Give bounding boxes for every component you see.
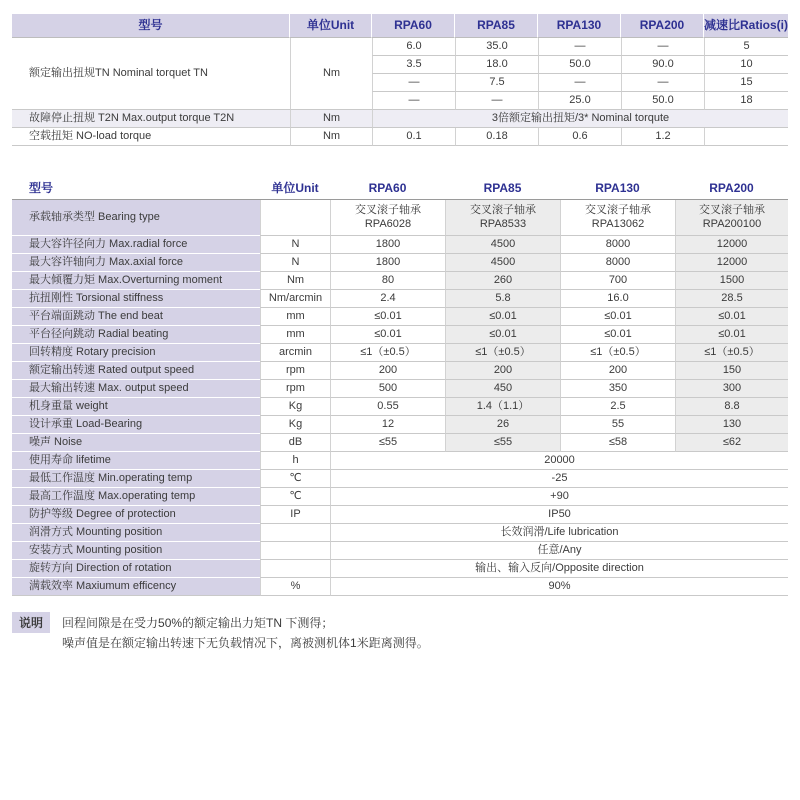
ratio-cell: 10: [704, 56, 788, 74]
bearing-type-text: 交叉滚子轴承: [699, 203, 765, 216]
spec-label: 最低工作温度 Min.operating temp: [12, 470, 260, 488]
spec-row: [12, 272, 788, 290]
header-rpa60: RPA60: [330, 178, 445, 200]
fault-stop-value: 3倍额定输出扭矩/3* Nominal torqute: [372, 110, 788, 128]
value-cell: 0.18: [455, 128, 538, 146]
value-cell: 1500: [675, 272, 788, 290]
notes-badge: 说明: [12, 612, 50, 633]
value-cell: 260: [445, 272, 560, 290]
value-cell: —: [538, 38, 621, 56]
spec-label: 最高工作温度 Max.operating temp: [12, 488, 260, 506]
value-cell: —: [455, 92, 538, 110]
value-cell: ≤0.01: [675, 326, 788, 344]
spec-label: 最大容许径向力 Max.radial force: [12, 236, 260, 254]
spec-unit: dB: [260, 434, 330, 452]
spec-row: [12, 434, 788, 452]
value-cell: ≤1（±0.5）: [675, 344, 788, 362]
header-model-column: 型号: [12, 14, 290, 38]
ratio-cell: 18: [704, 92, 788, 110]
value-cell: ≤62: [675, 434, 788, 452]
spec-label: 平台端面跳动 The end beat: [12, 308, 260, 326]
value-cell: —: [538, 74, 621, 92]
header-ratio-column: 减速比Ratios(i): [704, 14, 788, 38]
spec-label: 平台径向跳动 Radial beating: [12, 326, 260, 344]
spec-unit: N: [260, 236, 330, 254]
value-cell: 90.0: [621, 56, 704, 74]
nominal-torque-label: 额定输出扭规TN Nominal torquet TN: [12, 38, 290, 110]
spec-label: 安装方式 Mounting position: [12, 542, 260, 560]
spec-row: [12, 236, 788, 254]
value-cell: ≤0.01: [445, 326, 560, 344]
spec-unit: Kg: [260, 416, 330, 434]
value-cell: 350: [560, 380, 675, 398]
value-cell: ≤55: [330, 434, 445, 452]
value-cell: 2.4: [330, 290, 445, 308]
span-value-cell: +90: [330, 488, 788, 506]
spec-unit: Kg: [260, 398, 330, 416]
spec-label: 使用寿命 lifetime: [12, 452, 260, 470]
value-cell: 150: [675, 362, 788, 380]
spec-unit: N: [260, 254, 330, 272]
spec-span-row: [12, 578, 788, 596]
spec-unit: Nm: [260, 272, 330, 290]
spec-unit: ℃: [260, 470, 330, 488]
span-value-cell: -25: [330, 470, 788, 488]
spec-label: 承载轴承类型 Bearing type: [12, 200, 260, 236]
value-cell: 50.0: [538, 56, 621, 74]
spec-row: [12, 362, 788, 380]
spec-unit: %: [260, 578, 330, 596]
value-cell: ≤55: [445, 434, 560, 452]
bearing-cell: [445, 200, 560, 236]
bearing-type-text: 交叉滚子轴承: [585, 203, 651, 216]
spec-unit: [260, 200, 330, 236]
spec-span-row: [12, 488, 788, 506]
spec-span-row: [12, 560, 788, 578]
header-rpa85: RPA85: [455, 14, 538, 38]
spec-unit: mm: [260, 308, 330, 326]
value-cell: ≤0.01: [560, 308, 675, 326]
spec-label: 机身重量 weight: [12, 398, 260, 416]
spec-span-row: [12, 452, 788, 470]
value-cell: 6.0: [372, 38, 455, 56]
spec-row: [12, 380, 788, 398]
bearing-model: RPA8533: [479, 217, 527, 230]
span-value-cell: IP50: [330, 506, 788, 524]
value-cell: 4500: [445, 254, 560, 272]
detail-spec-table: [12, 178, 788, 596]
value-cell: 12000: [675, 254, 788, 272]
spec-label: 满载效率 Maxiumum efficency: [12, 578, 260, 596]
value-cell: 1800: [330, 236, 445, 254]
value-cell: ≤0.01: [330, 308, 445, 326]
spec-label: 噪声 Noise: [12, 434, 260, 452]
header-rpa85: RPA85: [445, 178, 560, 200]
spec-label: 最大输出转速 Max. output speed: [12, 380, 260, 398]
value-cell: 500: [330, 380, 445, 398]
notes-text: [62, 612, 429, 654]
spec-unit: h: [260, 452, 330, 470]
value-cell: 8000: [560, 236, 675, 254]
spec-label: 最大容许轴向力 Max.axial force: [12, 254, 260, 272]
spec-span-row: [12, 506, 788, 524]
value-cell: 0.1: [372, 128, 455, 146]
nominal-torque-unit: Nm: [290, 38, 372, 110]
fault-stop-unit: Nm: [290, 110, 372, 128]
value-cell: 5.8: [445, 290, 560, 308]
bearing-cell: [330, 200, 445, 236]
spec-label: 抗扭刚性 Torsional stiffness: [12, 290, 260, 308]
value-cell: 3.5: [372, 56, 455, 74]
spec-unit: arcmin: [260, 344, 330, 362]
nominal-torque-row-1: [12, 38, 788, 56]
value-cell: 0.55: [330, 398, 445, 416]
value-cell: 12000: [675, 236, 788, 254]
span-value-cell: 任意/Any: [330, 542, 788, 560]
bearing-model: RPA200100: [702, 217, 762, 230]
spec-unit: ℃: [260, 488, 330, 506]
spec-label: 旋转方向 Direction of rotation: [12, 560, 260, 578]
spec-row: [12, 344, 788, 362]
value-cell: ≤0.01: [445, 308, 560, 326]
bearing-type-row: [12, 200, 788, 236]
spec-row: [12, 290, 788, 308]
value-cell: —: [372, 74, 455, 92]
bearing-cell: [560, 200, 675, 236]
spec-label: 润滑方式 Mounting position: [12, 524, 260, 542]
value-cell: 300: [675, 380, 788, 398]
ratio-cell: 5: [704, 38, 788, 56]
value-cell: 80: [330, 272, 445, 290]
value-cell: 200: [445, 362, 560, 380]
spec-row: [12, 308, 788, 326]
spec-unit: [260, 542, 330, 560]
spec-span-row: [12, 470, 788, 488]
note-line-2: 噪声值是在额定输出转速下无负载情况下，离被测机体1米距离测得。: [62, 635, 429, 650]
no-load-label: 空载扭矩 NO-load torque: [12, 128, 290, 146]
value-cell: 7.5: [455, 74, 538, 92]
value-cell: 200: [560, 362, 675, 380]
spec-table-header-row: [12, 178, 788, 200]
spec-label: 防护等级 Degree of protection: [12, 506, 260, 524]
bearing-model: RPA13062: [591, 217, 645, 230]
value-cell: —: [621, 74, 704, 92]
header-model-column: 型号: [12, 178, 260, 200]
span-value-cell: 输出、输入反向/Opposite direction: [330, 560, 788, 578]
spec-unit: [260, 560, 330, 578]
value-cell: —: [372, 92, 455, 110]
spec-row: [12, 398, 788, 416]
value-cell: 2.5: [560, 398, 675, 416]
fault-stop-torque-row: [12, 110, 788, 128]
header-rpa130: RPA130: [560, 178, 675, 200]
value-cell: 200: [330, 362, 445, 380]
spec-unit: Nm/arcmin: [260, 290, 330, 308]
spec-row: [12, 326, 788, 344]
value-cell: 55: [560, 416, 675, 434]
value-cell: ≤58: [560, 434, 675, 452]
value-cell: 18.0: [455, 56, 538, 74]
value-cell: 12: [330, 416, 445, 434]
ratio-cell: 15: [704, 74, 788, 92]
value-cell: 1.2: [621, 128, 704, 146]
torque-ratio-table: [12, 14, 788, 146]
value-cell: ≤0.01: [560, 326, 675, 344]
spec-unit: rpm: [260, 362, 330, 380]
notes-section: [12, 612, 788, 654]
value-cell: 700: [560, 272, 675, 290]
value-cell: 4500: [445, 236, 560, 254]
value-cell: 8000: [560, 254, 675, 272]
ratio-cell: [704, 128, 788, 146]
value-cell: 35.0: [455, 38, 538, 56]
header-rpa130: RPA130: [538, 14, 621, 38]
header-unit-column: 单位Unit: [290, 14, 372, 38]
span-value-cell: 长效润滑/Life lubrication: [330, 524, 788, 542]
bearing-model: RPA6028: [364, 217, 412, 230]
no-load-torque-row: [12, 128, 788, 146]
span-value-cell: 90%: [330, 578, 788, 596]
value-cell: ≤1（±0.5）: [560, 344, 675, 362]
spec-label: 额定输出转速 Rated output speed: [12, 362, 260, 380]
spec-unit: mm: [260, 326, 330, 344]
spec-unit: [260, 524, 330, 542]
spec-row: [12, 416, 788, 434]
note-line-1: 回程间隙是在受力50%的额定输出力矩TN 下测得；: [62, 616, 334, 630]
value-cell: 28.5: [675, 290, 788, 308]
value-cell: 16.0: [560, 290, 675, 308]
spec-label: 回转精度 Rotary precision: [12, 344, 260, 362]
spec-label: 设计承重 Load-Bearing: [12, 416, 260, 434]
value-cell: 130: [675, 416, 788, 434]
value-cell: 26: [445, 416, 560, 434]
header-rpa200: RPA200: [675, 178, 788, 200]
span-value-cell: 20000: [330, 452, 788, 470]
header-rpa60: RPA60: [372, 14, 455, 38]
no-load-unit: Nm: [290, 128, 372, 146]
spec-label: 最大倾覆力矩 Max.Overturning moment: [12, 272, 260, 290]
value-cell: ≤0.01: [330, 326, 445, 344]
value-cell: 50.0: [621, 92, 704, 110]
header-rpa200: RPA200: [621, 14, 704, 38]
spec-row: [12, 254, 788, 272]
bearing-type-text: 交叉滚子轴承: [470, 203, 536, 216]
value-cell: 450: [445, 380, 560, 398]
value-cell: ≤1（±0.5）: [330, 344, 445, 362]
value-cell: 25.0: [538, 92, 621, 110]
value-cell: 0.6: [538, 128, 621, 146]
value-cell: 1.4（1.1）: [445, 398, 560, 416]
bearing-cell: [675, 200, 788, 236]
fault-stop-label: 故障停止扭规 T2N Max.output torque T2N: [12, 110, 290, 128]
bearing-type-text: 交叉滚子轴承: [355, 203, 421, 216]
value-cell: ≤1（±0.5）: [445, 344, 560, 362]
spec-span-row: [12, 542, 788, 560]
value-cell: 8.8: [675, 398, 788, 416]
spec-unit: rpm: [260, 380, 330, 398]
value-cell: 1800: [330, 254, 445, 272]
spec-unit: IP: [260, 506, 330, 524]
value-cell: ≤0.01: [675, 308, 788, 326]
header-unit-column: 单位Unit: [260, 178, 330, 200]
torque-table-header-row: [12, 14, 788, 38]
spec-span-row: [12, 524, 788, 542]
value-cell: —: [621, 38, 704, 56]
